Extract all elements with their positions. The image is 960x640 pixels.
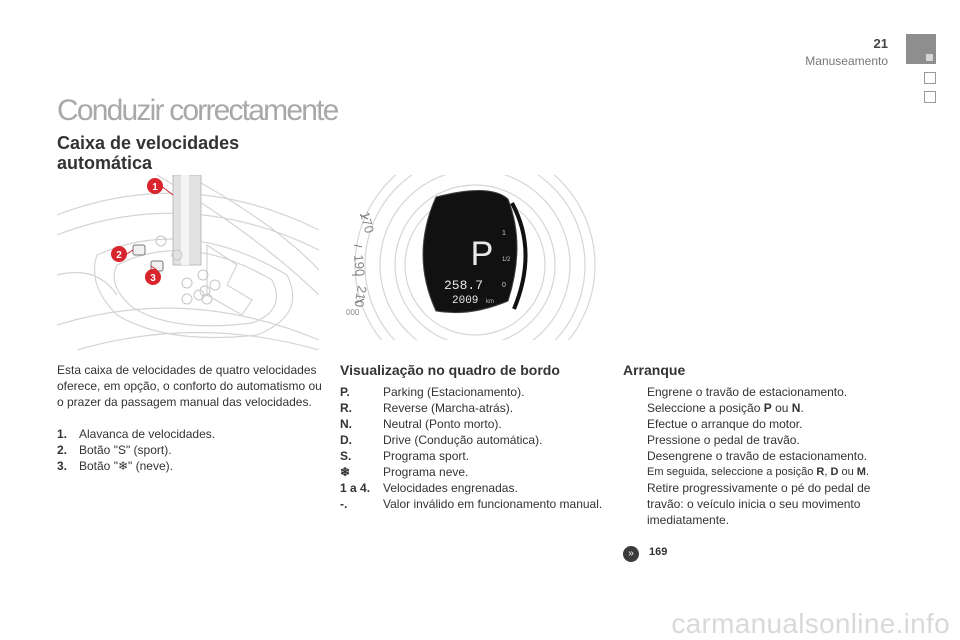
list-item — [57, 458, 322, 474]
item-value: Velocidades engrenadas. — [383, 481, 518, 495]
intro-list — [57, 426, 322, 474]
snowflake-icon: ❄ — [340, 465, 351, 479]
item-key: R. — [340, 401, 352, 415]
speed-tick-170: 170 — [357, 209, 378, 235]
display-heading: Visualização no quadro de bordo — [340, 362, 560, 378]
list-item — [623, 480, 893, 528]
section-title: Caixa de velocidades automática — [57, 133, 240, 173]
item-key: D. — [340, 433, 352, 447]
gear-r: R — [816, 466, 825, 478]
item-value: Pressione o pedal de travão. — [647, 433, 800, 447]
list-item — [623, 384, 893, 400]
list-item — [57, 442, 322, 458]
list-item — [340, 400, 610, 416]
list-item — [340, 496, 610, 512]
list-item — [623, 432, 893, 448]
item-value: Programa sport. — [383, 449, 470, 463]
bullet-icon — [623, 464, 647, 480]
list-item — [340, 432, 610, 448]
list-item — [623, 464, 893, 480]
speed-tick-210: 210 — [351, 284, 370, 309]
item-value: Reverse (Marcha-atrás). — [383, 401, 514, 415]
display-list — [340, 384, 610, 512]
gauge-mid: 1/2 — [502, 257, 511, 263]
chapter-tab-active[interactable] — [906, 34, 936, 64]
item-end: . — [865, 466, 870, 478]
list-item — [57, 426, 322, 442]
trip-unit: km — [486, 299, 494, 305]
list-item — [340, 384, 610, 400]
item-key: P. — [340, 385, 350, 399]
item-value: Seleccione a posição — [647, 401, 764, 415]
item-value: Drive (Condução automática). — [383, 433, 543, 447]
chapter-name: Manuseamento — [805, 54, 888, 68]
list-item — [340, 480, 610, 496]
list-item — [340, 464, 610, 480]
item-value: Efectue o arranque do motor. — [647, 417, 803, 431]
item-value: Desengrene o travão de estacionamento. — [647, 449, 868, 463]
item-key: 3. — [57, 459, 68, 473]
chapter-tab[interactable] — [924, 91, 936, 103]
speed-tick-190: 190 — [351, 253, 368, 277]
page-number: 21 — [873, 36, 888, 51]
item-value: Engrene o travão de estacionamento. — [647, 385, 848, 399]
gauge-top: 1 — [502, 230, 506, 237]
item-value: Botão "S" (sport). — [79, 443, 172, 457]
item-value: Parking (Estacionamento). — [383, 385, 525, 399]
bullet-icon — [623, 384, 647, 400]
list-item — [340, 416, 610, 432]
item-value: Neutral (Ponto morto). — [383, 417, 502, 431]
item-key: 1 a 4. — [340, 481, 371, 495]
bullet-icon — [623, 480, 647, 528]
callout-2-label: 2 — [116, 250, 122, 261]
item-value: Em seguida, seleccione a posição — [647, 466, 817, 478]
gear-d: D — [830, 466, 839, 478]
gear-p: P — [763, 401, 772, 415]
bottom-reading: 000 — [346, 308, 360, 317]
item-separator: , — [824, 466, 831, 478]
item-connector: ou — [771, 401, 792, 415]
item-key: 1. — [57, 427, 68, 441]
odometer: 258.7 — [444, 278, 484, 293]
item-value: Retire progressivamente o pé do pedal de travão: o veículo inicia o seu movimento imediatamente. — [647, 481, 871, 527]
list-item — [623, 448, 893, 464]
item-key: -. — [340, 497, 348, 511]
item-value: Valor inválido em funcionamento manual. — [383, 497, 603, 511]
gear-lever-illustration — [57, 175, 319, 350]
tab-marker — [926, 54, 933, 61]
trip-meter: 2009 — [452, 295, 479, 307]
item-end: . — [800, 401, 804, 415]
bullet-icon — [623, 448, 647, 464]
start-list — [623, 384, 893, 528]
chapter-tab[interactable] — [924, 72, 936, 84]
item-value: Alavanca de velocidades. — [79, 427, 216, 441]
gear-indicator: P — [470, 235, 494, 273]
list-item — [623, 400, 893, 416]
page-title: Conduzir correctamente — [57, 94, 338, 127]
bullet-icon — [623, 416, 647, 432]
item-key: 2. — [57, 443, 68, 457]
instrument-cluster-illustration — [340, 175, 602, 340]
reference-page[interactable]: 169 — [649, 546, 668, 558]
item-value: Programa neve. — [383, 465, 469, 479]
start-heading: Arranque — [623, 362, 686, 378]
intro-text: Esta caixa de velocidades de quatro velocidades oferece, em opção, o conforto do automatismo ou o prazer da passagem manual das velocidades. — [57, 363, 322, 409]
list-item — [623, 416, 893, 432]
watermark: carmanualsonline.info — [671, 608, 950, 639]
item-value: Botão "❄" (neve). — [79, 459, 173, 473]
callout-1-label: 1 — [152, 182, 158, 193]
item-connector: ou — [838, 466, 857, 478]
callout-3-label: 3 — [150, 273, 156, 284]
gear-n: N — [791, 401, 801, 415]
item-key: N. — [340, 417, 352, 431]
cross-reference-icon[interactable]: » — [623, 546, 639, 562]
item-key: S. — [340, 449, 352, 463]
bullet-icon — [623, 400, 647, 416]
gear-m: M — [856, 466, 866, 478]
list-item — [340, 448, 610, 464]
bullet-icon — [623, 432, 647, 448]
gauge-bottom: 0 — [502, 282, 506, 289]
